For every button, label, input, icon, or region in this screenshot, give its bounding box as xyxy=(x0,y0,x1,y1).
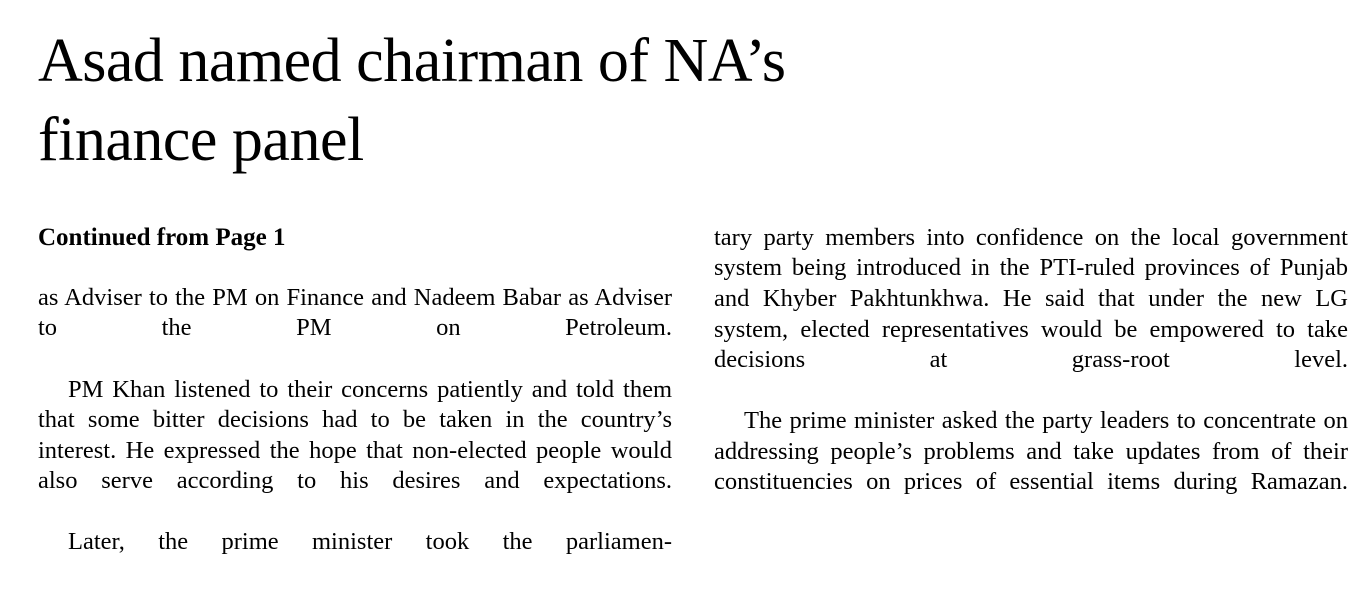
article-columns xyxy=(38,223,1348,589)
article-column-right xyxy=(714,223,1348,589)
article-column-left xyxy=(38,223,672,589)
paragraph: PM Khan listened to their concerns patiently and told them that some bitter decisions had to be taken in the country’s interest. He expressed the hope that non-elected people would also serve according to his desires and expectations. xyxy=(38,375,672,495)
paragraph: tary party members into confidence on the local government system being introduced in the PTI-ruled provinces of Punjab and Khyber Pakhtunkhwa. He said that under the new LG system, elected representatives would be empowered to take decisions at grass-root level. xyxy=(714,223,1348,374)
continued-from-note: Continued from Page 1 xyxy=(38,223,286,251)
headline-line-1: Asad named chairman of NA’s xyxy=(38,27,786,95)
paragraph: The prime minister asked the party leaders to concentrate on addressing people’s problems and take updates from of their constituencies on prices of essential items during Ramazan. xyxy=(714,407,1348,496)
headline-line-2: finance panel xyxy=(38,106,364,175)
page-title xyxy=(38,22,1098,181)
paragraph: Later, the prime minister took the parliamen- xyxy=(68,528,672,556)
paragraph: as Adviser to the PM on Finance and Nadeem Babar as Adviser to the PM on Petroleum. xyxy=(38,283,672,342)
